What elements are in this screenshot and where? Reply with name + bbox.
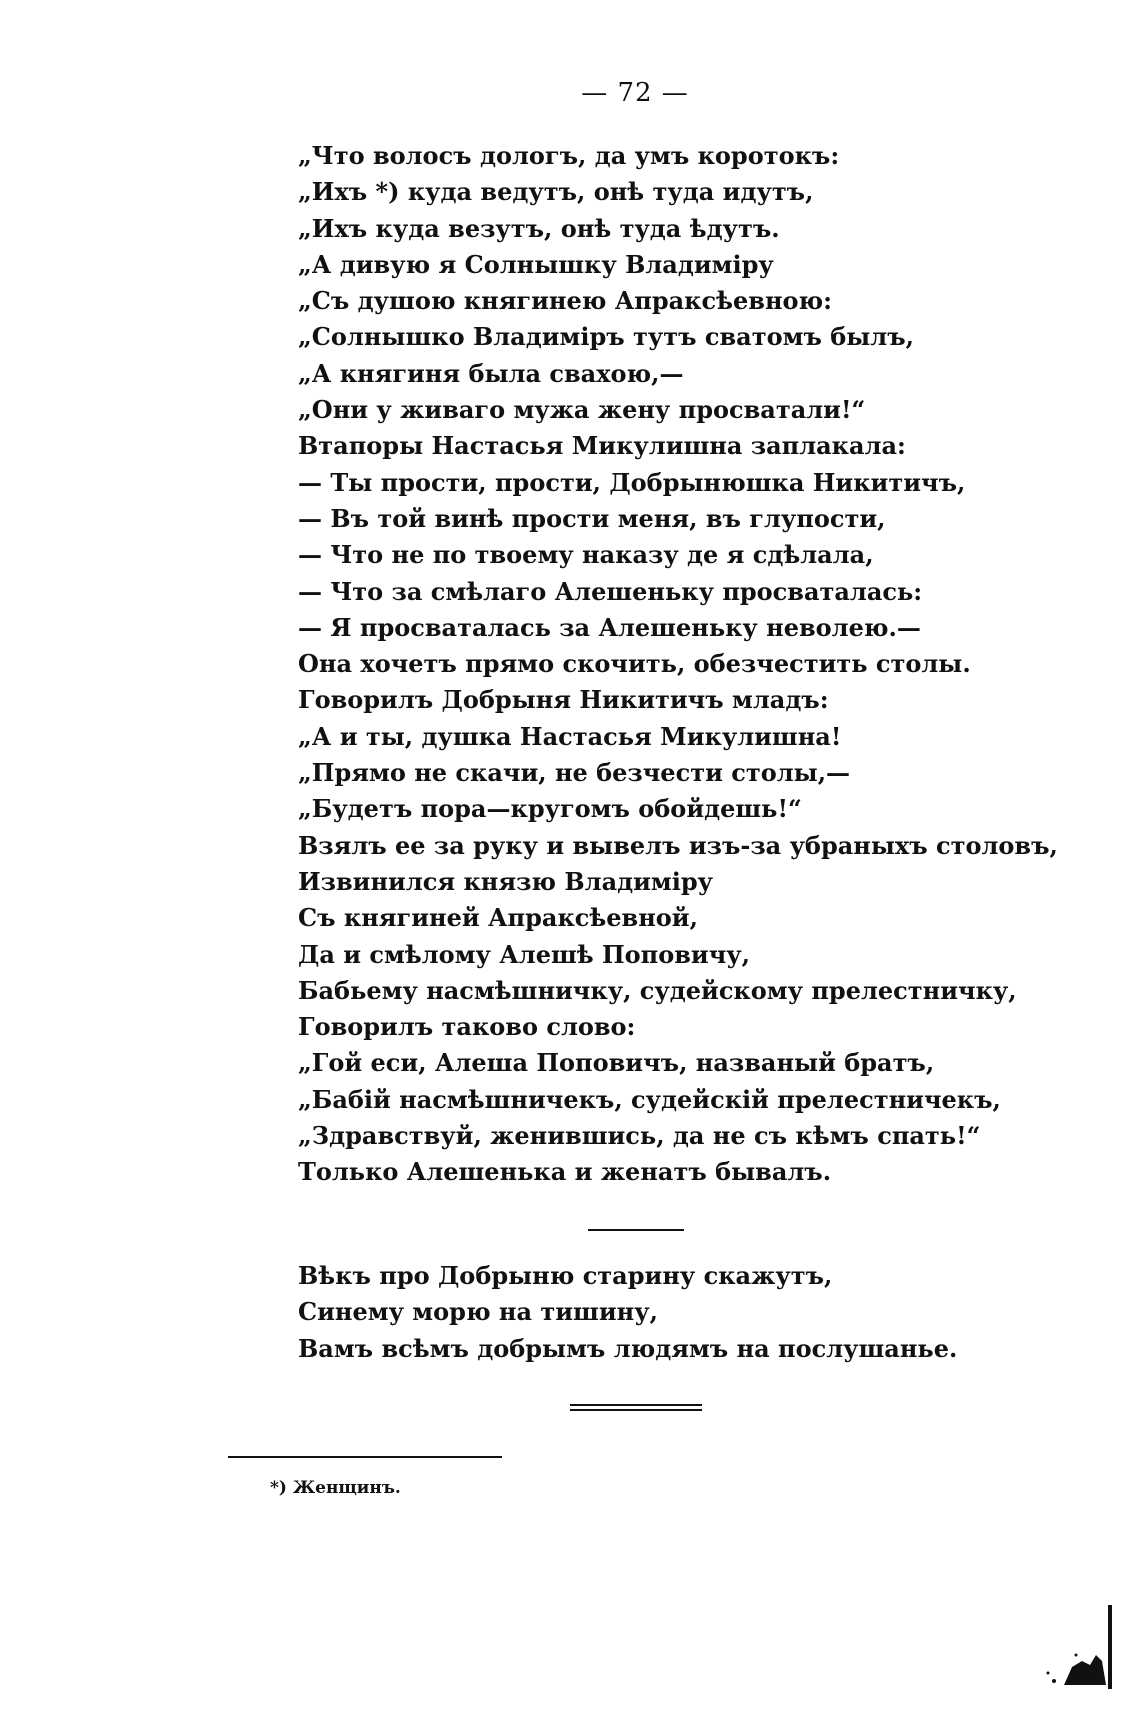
verse-line: „Бабій насмѣшничекъ, судейскій прелестничекъ, xyxy=(298,1084,1001,1114)
verse-line: Говорилъ Добрыня Никитичъ младъ: xyxy=(298,685,829,715)
verse-line: Вѣкъ про Добрыню старину скажутъ, xyxy=(298,1261,833,1290)
section-divider xyxy=(588,1229,684,1231)
verse-main xyxy=(298,138,1058,1191)
verse-line: „Они у живаго мужа жену просватали!“ xyxy=(298,395,866,425)
verse-line: „Здравствуй, женившись, да не съ кѣмъ спать!“ xyxy=(298,1121,981,1151)
footnote-separator xyxy=(228,1456,502,1458)
verse-line: „Ихъ куда везутъ, онѣ туда ѣдутъ. xyxy=(298,213,780,243)
verse-line: Втапоры Настасья Микулишна заплакала: xyxy=(298,431,906,461)
verse-line: Только Алешенька и женатъ бывалъ. xyxy=(298,1157,832,1187)
verse-line: — Что не по твоему наказу де я сдѣлала, xyxy=(298,540,874,570)
page-number: — 72 — xyxy=(581,78,689,108)
verse-line: — Я просваталась за Алешеньку неволею.— xyxy=(298,612,921,642)
verse-line: Взялъ ее за руку и вывелъ изъ-за убраныхъ столовъ, xyxy=(298,830,1058,860)
footnote: *) Женщинъ. xyxy=(270,1478,401,1498)
verse-line: Съ княгиней Апраксѣевной, xyxy=(298,903,698,933)
verse-line: Вамъ всѣмъ добрымъ людямъ на послушанье. xyxy=(298,1333,958,1363)
verse-line: „Что волосъ дологъ, да умъ коротокъ: xyxy=(298,141,840,170)
verse-line: — Въ той винѣ прости меня, въ глупости, xyxy=(298,503,886,533)
verse-line: „Гой еси, Алеша Поповичъ, названый братъ, xyxy=(298,1048,935,1078)
verse-line: „Солнышко Владиміръ тутъ сватомъ былъ, xyxy=(298,322,914,352)
verse-line: „А дивую я Солнышку Владиміру xyxy=(298,249,774,279)
verse-line: Да и смѣлому Алешѣ Поповичу, xyxy=(298,939,751,969)
end-divider xyxy=(570,1404,702,1411)
verse-line: Извинился князю Владиміру xyxy=(298,866,714,896)
verse-line: „А княгиня была свахою,— xyxy=(298,358,684,388)
verse-line: Она хочетъ прямо скочить, обезчестить столы. xyxy=(298,649,971,679)
verse-line: „Съ душою княгинею Апраксѣевною: xyxy=(298,286,832,316)
verse-line: „Прямо не скачи, не безчести столы,— xyxy=(298,758,851,788)
verse-line: „А и ты, душка Настасья Микулишна! xyxy=(298,721,842,751)
ink-stain xyxy=(1024,1595,1120,1691)
verse-line: Бабьему насмѣшничку, судейскому прелестничку, xyxy=(298,975,1017,1005)
verse-line: Синему морю на тишину, xyxy=(298,1297,658,1327)
verse-line: — Что за смѣлаго Алешеньку просваталась: xyxy=(298,576,923,606)
verse-closing xyxy=(298,1258,998,1367)
verse-line: „Ихъ *) куда ведутъ, онѣ туда идутъ, xyxy=(298,177,814,207)
verse-line: „Будетъ пора—кругомъ обойдешь!“ xyxy=(298,794,802,824)
verse-line: Говорилъ таково слово: xyxy=(298,1012,636,1042)
verse-line: — Ты прости, прости, Добрынюшка Никитичъ, xyxy=(298,467,966,497)
